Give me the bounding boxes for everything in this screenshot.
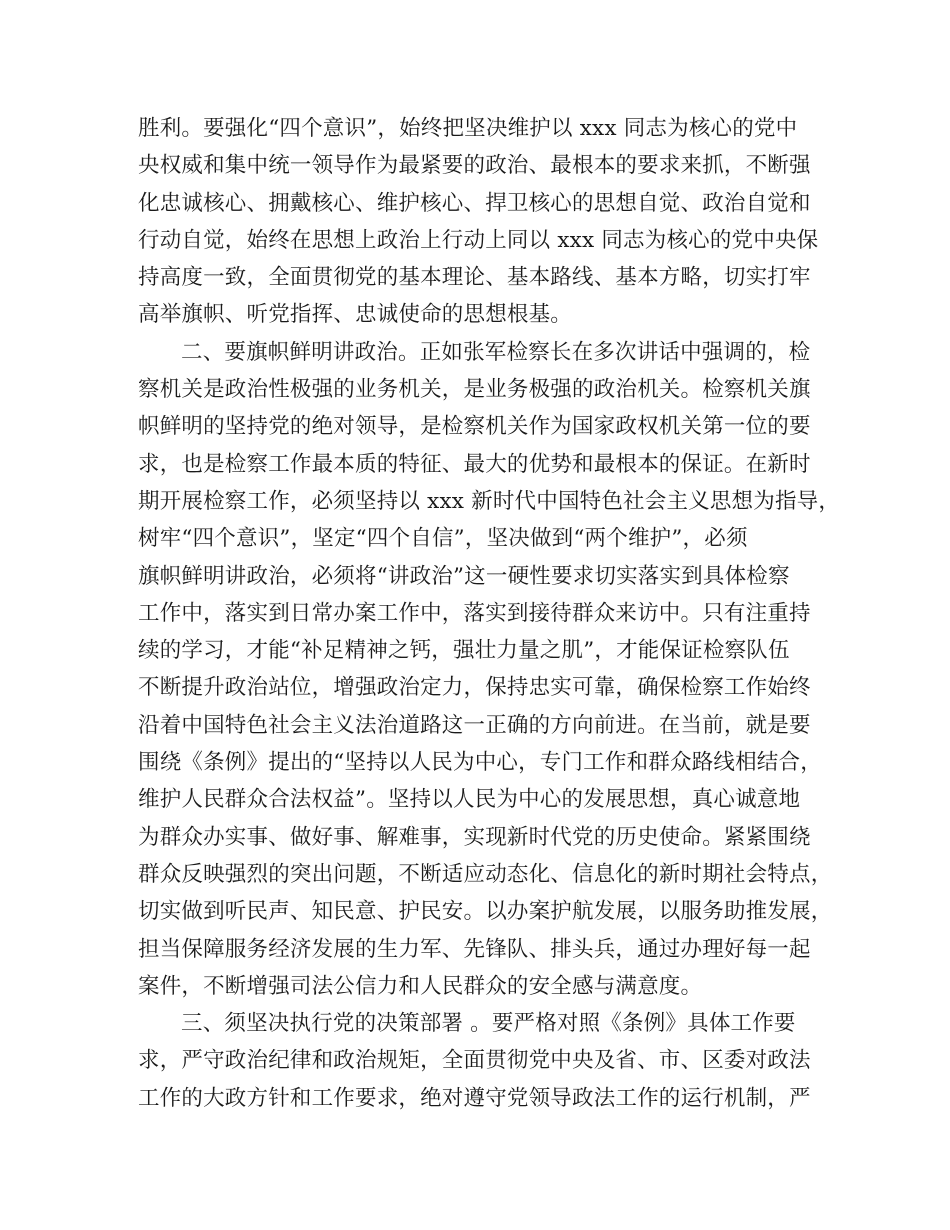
text-line: 为群众办实事、做好事、解难事，实现新时代党的历史使命。紧紧围绕 [138, 824, 811, 850]
text-line: 案件，不断增强司法公信力和人民群众的安全感与满意度。 [138, 973, 703, 999]
document-body [138, 110, 841, 1117]
text-line: 求，严守政治纪律和政治规矩，全面贯彻党中央及省、市、区委对政法 [138, 1048, 811, 1074]
text-line: 维护人民群众合法权益”。坚持以人民为中心的发展思想，真心诚意地 [138, 787, 801, 813]
text-line: 央权威和集中统一领导作为最紧要的政治、最根本的要求来抓，不断强 [138, 153, 811, 179]
text-line: 行动自觉，始终在思想上政治上行动上同以 xxx 同志为核心的党中央保 [138, 227, 819, 253]
text-line: 围绕《条例》提出的“坚持以人民为中心，专门工作和群众路线相结合， [138, 750, 822, 776]
paragraph-heading-line: 二、要旗帜鲜明讲政治。正如张军检察长在多次讲话中强调的，检 [181, 339, 811, 365]
text-line: 沿着中国特色社会主义法治道路这一正确的方向前进。在当前，就是要 [138, 712, 811, 738]
text-line: 察机关是政治性极强的业务机关，是业务极强的政治机关。检察机关旗 [138, 377, 811, 403]
text-line: 期开展检察工作，必须坚持以 xxx 新时代中国特色社会主义思想为指导， [138, 488, 841, 514]
text-line: 不断提升政治站位，增强政治定力，保持忠实可靠，确保检察工作始终 [138, 675, 811, 701]
text-line: 切实做到听民声、知民意、护民安。以办案护航发展，以服务助推发展， [138, 899, 833, 925]
text-line: 工作中，落实到日常办案工作中，落实到接待群众来访中。只有注重持 [138, 600, 811, 626]
text-line: 续的学习，才能“补足精神之钙，强壮力量之肌”，才能保证检察队伍 [138, 638, 790, 664]
text-line: 树牢“四个意识”，坚定“四个自信”，坚决做到“两个维护”，必须 [138, 526, 748, 552]
text-line: 群众反映强烈的突出问题，不断适应动态化、信息化的新时期社会特点， [138, 861, 833, 887]
text-line: 旗帜鲜明讲政治，必须将“讲政治”这一硬性要求切实落实到具体检察 [138, 563, 790, 589]
text-line: 高举旗帜、听党指挥、忠诚使命的思想根基。 [138, 302, 573, 328]
text-line: 求，也是检察工作最本质的特征、最大的优势和最根本的保证。在新时 [138, 451, 811, 477]
text-line: 持高度一致，全面贯彻党的基本理论、基本路线、基本方略，切实打牢 [138, 265, 811, 291]
paragraph-heading-line: 三、须坚决执行党的决策部署 。要严格对照《条例》具体工作要 [181, 1011, 796, 1037]
text-line: 胜利。要强化“四个意识”，始终把坚决维护以 xxx 同志为核心的党中 [138, 116, 798, 141]
text-line: 工作的大政方针和工作要求，绝对遵守党领导政法工作的运行机制，严 [138, 1085, 811, 1111]
text-line: 担当保障服务经济发展的生力军、先锋队、排头兵，通过办理好每一起 [138, 936, 811, 962]
text-line: 帜鲜明的坚持党的绝对领导，是检察机关作为国家政权机关第一位的要 [138, 414, 811, 440]
text-line: 化忠诚核心、拥戴核心、维护核心、捍卫核心的思想自觉、政治自觉和 [138, 190, 811, 216]
